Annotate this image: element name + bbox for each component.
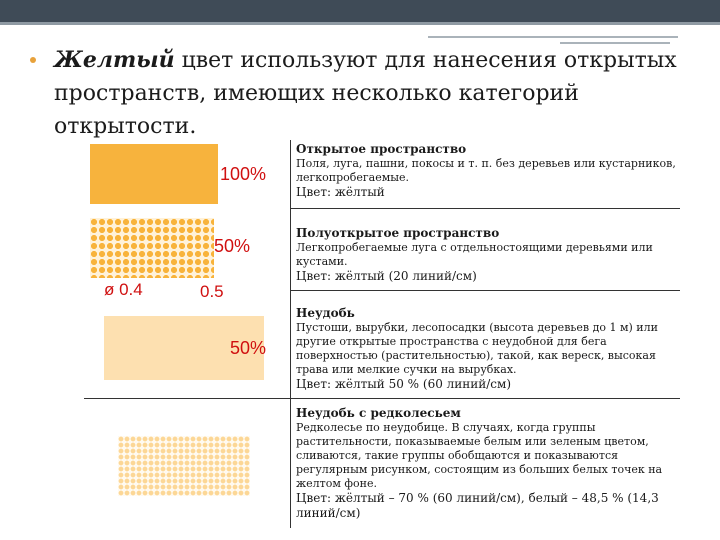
row-description: Редколесье по неудобице. В случаях, когда группы растительности, показываемые белым или зеленым цветом, сливаются, такие группы обобщаются и показываются регулярным рисунком, состоящим из больших белых точек на желтом фоне. bbox=[296, 421, 663, 490]
row-color: Цвет: жёлтый 50 % (60 линий/см) bbox=[296, 377, 512, 391]
slide-header-accent bbox=[0, 22, 720, 25]
row-title: Открытое пространство bbox=[296, 142, 467, 156]
legend-row-2 bbox=[296, 226, 678, 284]
swatch-semi-open-dots bbox=[90, 218, 214, 278]
row-description: Легкопробегаемые луга с отдельностоящими деревьями или кустами. bbox=[296, 241, 653, 268]
row-title: Неудобь с редколесьем bbox=[296, 406, 461, 420]
bullet-body: цвет используют для нанесения открытых пространств, имеющих несколько категорий открытости. bbox=[54, 48, 677, 139]
slide-header-bar bbox=[0, 0, 720, 22]
swatch-open-area bbox=[90, 144, 218, 204]
row-color: Цвет: жёлтый bbox=[296, 185, 385, 199]
bullet-keyword: Желтый bbox=[54, 47, 175, 73]
row-divider-1 bbox=[290, 208, 680, 209]
bullet-text bbox=[54, 44, 694, 143]
row-description: Поля, луга, пашни, покосы и т. п. без деревьев или кустарников, легкопробегаемые. bbox=[296, 157, 676, 184]
percent-label-3: 50% bbox=[230, 338, 267, 358]
percent-label-2: 50% bbox=[214, 236, 251, 256]
legend-row-1 bbox=[296, 142, 678, 200]
legend-table bbox=[84, 140, 684, 530]
bullet-icon bbox=[30, 57, 36, 63]
row-divider-2 bbox=[290, 290, 680, 291]
row-color: Цвет: жёлтый – 70 % (60 линий/см), белый – 48,5 % (14,3 линий/см) bbox=[296, 491, 659, 520]
row-description: Пустоши, вырубки, лесопосадки (высота деревьев до 1 м) или другие открытые пространства с неудобной для бега поверхностью (растительностью), такой, как вереск, высокая трава или мелкие сучки на вырубках. bbox=[296, 321, 658, 376]
dot-spacing-label: 0.5 bbox=[200, 282, 224, 301]
legend-row-4 bbox=[296, 406, 678, 521]
swatch-rough-scattered-trees bbox=[118, 436, 250, 496]
legend-row-3 bbox=[296, 306, 678, 392]
percent-label-1: 100% bbox=[220, 164, 267, 184]
row-divider-3 bbox=[84, 398, 680, 399]
row-title: Полуоткрытое пространство bbox=[296, 226, 500, 240]
decor-line-1 bbox=[428, 36, 678, 38]
row-color: Цвет: жёлтый (20 линий/см) bbox=[296, 269, 477, 283]
table-column-divider bbox=[290, 140, 291, 528]
row-title: Неудобь bbox=[296, 306, 355, 320]
dot-diameter-label: ø 0.4 bbox=[104, 280, 143, 299]
